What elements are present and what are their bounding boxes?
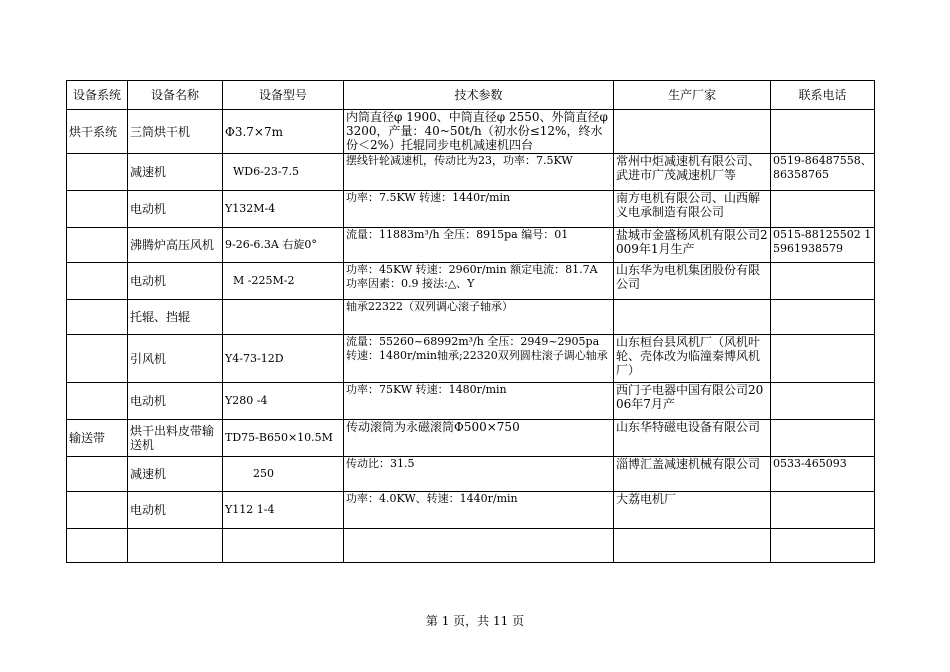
table-row — [67, 154, 875, 191]
table-row — [67, 457, 875, 492]
cell-phone — [771, 420, 875, 457]
cell-name: 减速机 — [128, 457, 223, 492]
cell-model — [223, 529, 344, 563]
cell-name: 沸腾炉高压风机 — [128, 228, 223, 263]
col-header-maker: 生产厂家 — [614, 81, 771, 110]
cell-model: Y4-73-12D — [223, 335, 344, 383]
cell-phone — [771, 383, 875, 420]
cell-params: 功率：45KW 转速：2960r/min 额定电流：81.7A 功率因素：0.9 接法:△、Y — [344, 263, 614, 300]
cell-name: 烘干出料皮带输送机 — [128, 420, 223, 457]
cell-system: 烘干系统 — [67, 110, 128, 154]
cell-phone — [771, 335, 875, 383]
cell-system — [67, 335, 128, 383]
cell-name: 减速机 — [128, 154, 223, 191]
cell-params: 内筒直径φ 1900、中筒直径φ 2550、外筒直径φ 3200，产量：40~50t/h（初水份≤12%，终水份＜2%）托辊同步电机减速机四台 — [344, 110, 614, 154]
table-row — [67, 492, 875, 529]
cell-phone: 0519-86487558、86358765 — [771, 154, 875, 191]
cell-maker: 南方电机有限公司、山西解义电承制造有限公司 — [614, 191, 771, 228]
cell-name: 电动机 — [128, 492, 223, 529]
cell-phone: 0533-465093 — [771, 457, 875, 492]
cell-model: TD75-B650×10.5M — [223, 420, 344, 457]
cell-maker: 山东桓台县风机厂（风机叶轮、壳体改为临潼秦博风机厂） — [614, 335, 771, 383]
table-row — [67, 191, 875, 228]
cell-phone — [771, 529, 875, 563]
cell-maker: 山东华特磁电设备有限公司 — [614, 420, 771, 457]
cell-model: 9-26-6.3A 右旋0° — [223, 228, 344, 263]
cell-params: 功率：4.0KW、转速：1440r/min — [344, 492, 614, 529]
cell-params — [344, 529, 614, 563]
cell-maker: 大荔电机厂 — [614, 492, 771, 529]
cell-model: Y132M-4 — [223, 191, 344, 228]
col-header-params: 技术参数 — [344, 81, 614, 110]
cell-name: 托辊、挡辊 — [128, 300, 223, 335]
cell-name: 三筒烘干机 — [128, 110, 223, 154]
cell-params: 摆线针轮减速机，传动比为23，功率：7.5KW — [344, 154, 614, 191]
col-header-phone: 联系电话 — [771, 81, 875, 110]
cell-model: Φ3.7×7m — [223, 110, 344, 154]
table-row — [67, 300, 875, 335]
cell-model: 250 — [223, 457, 344, 492]
col-header-system: 设备系统 — [67, 81, 128, 110]
cell-phone: 0515-88125502 15961938579 — [771, 228, 875, 263]
cell-params: 轴承22322（双列调心滚子轴承） — [344, 300, 614, 335]
table-row — [67, 335, 875, 383]
equipment-sheet — [66, 80, 875, 563]
cell-maker: 常州中炬减速机有限公司、武进市广茂减速机厂等 — [614, 154, 771, 191]
table-row — [67, 420, 875, 457]
cell-model: M -225M-2 — [223, 263, 344, 300]
cell-model: Y280 -4 — [223, 383, 344, 420]
col-header-name: 设备名称 — [128, 81, 223, 110]
cell-name: 电动机 — [128, 263, 223, 300]
cell-params: 流量：55260~68992m³/h 全压：2949~2905pa 转速：1480r/min轴承;22320双列圆柱滚子调心轴承 — [344, 335, 614, 383]
table-row — [67, 110, 875, 154]
cell-maker: 盐城市金盛杨风机有限公司2009年1月生产 — [614, 228, 771, 263]
cell-system — [67, 457, 128, 492]
table-row — [67, 228, 875, 263]
cell-params: 传动滚筒为永磁滚筒Φ500×750 — [344, 420, 614, 457]
cell-system — [67, 191, 128, 228]
cell-system — [67, 300, 128, 335]
equipment-table — [66, 80, 875, 563]
cell-model — [223, 300, 344, 335]
cell-maker: 西门子电器中国有限公司2006年7月产 — [614, 383, 771, 420]
table-row — [67, 383, 875, 420]
page-footer: 第 1 页，共 11 页 — [425, 614, 525, 628]
cell-maker — [614, 529, 771, 563]
cell-system — [67, 492, 128, 529]
cell-name — [128, 529, 223, 563]
cell-params: 功率：75KW 转速：1480r/min — [344, 383, 614, 420]
cell-params: 传动比：31.5 — [344, 457, 614, 492]
cell-system — [67, 383, 128, 420]
cell-maker — [614, 300, 771, 335]
cell-name: 电动机 — [128, 191, 223, 228]
cell-model: Y112 1-4 — [223, 492, 344, 529]
cell-system — [67, 263, 128, 300]
cell-params: 功率：7.5KW 转速：1440r/min — [344, 191, 614, 228]
cell-name: 电动机 — [128, 383, 223, 420]
cell-name: 引风机 — [128, 335, 223, 383]
table-row — [67, 263, 875, 300]
cell-maker — [614, 110, 771, 154]
cell-maker: 山东华为电机集团股份有限公司 — [614, 263, 771, 300]
table-row — [67, 529, 875, 563]
cell-phone — [771, 110, 875, 154]
cell-maker: 淄博汇盖减速机械有限公司 — [614, 457, 771, 492]
cell-system — [67, 154, 128, 191]
cell-params: 流量：11883m³/h 全压：8915pa 编号：01 — [344, 228, 614, 263]
cell-system: 输送带 — [67, 420, 128, 457]
cell-phone — [771, 263, 875, 300]
col-header-model: 设备型号 — [223, 81, 344, 110]
cell-phone — [771, 300, 875, 335]
cell-model: WD6-23-7.5 — [223, 154, 344, 191]
cell-system — [67, 228, 128, 263]
cell-system — [67, 529, 128, 563]
header-row — [67, 81, 875, 110]
cell-phone — [771, 492, 875, 529]
cell-phone — [771, 191, 875, 228]
